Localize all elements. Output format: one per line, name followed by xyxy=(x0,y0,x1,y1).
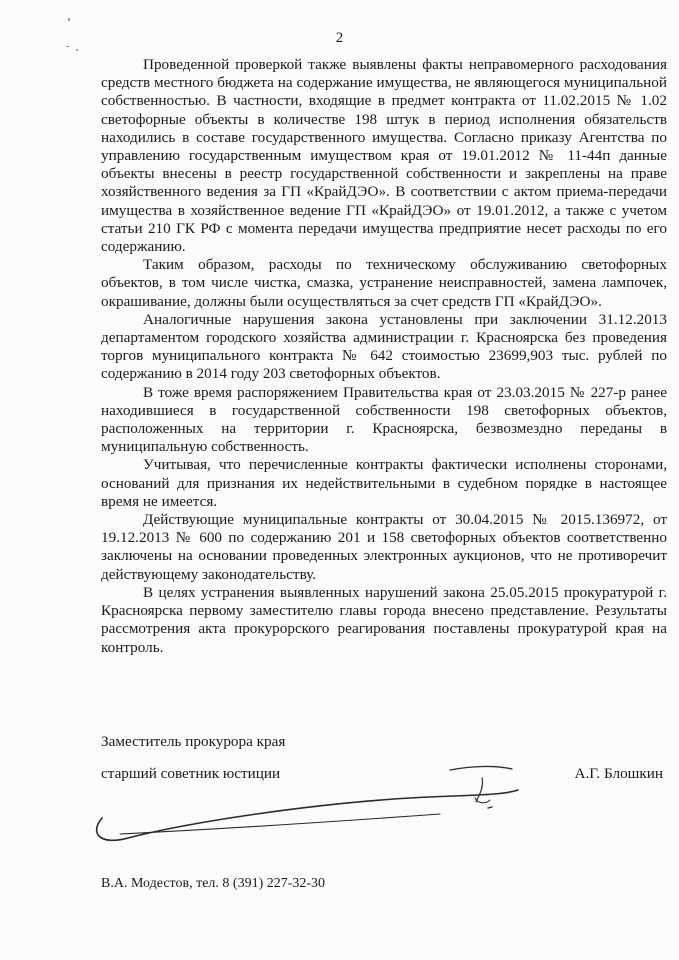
signer-position: Заместитель прокурора края xyxy=(101,733,286,750)
paragraph-1: Проведенной проверкой также выявлены факты неправомерного расходования средств местного бюджета на содержание имущества, не являющегося муниципальной собственностью. В частности, входящие в предмет контракта от 11.02.2015 № 1.02 светофорные объекты в количестве 198 штук в период исполнения обязательств находились в составе государственного имущества. Согласно приказу Агентства по управлению государственным имуществом края от 19.01.2012 № 11-44п данные объекты внесены в реестр государственной собственности и закреплены на праве хозяйственного ведения за ГП «КрайДЭО». В соответствии с актом приема-передачи имущества в хозяйственное ведение ГП «КрайДЭО» от 19.01.2012, а также с учетом статьи 210 ГК РФ с момента передачи имущества предприятие несет расходы по его содержанию. xyxy=(101,56,667,256)
signature-stroke-loop xyxy=(97,790,518,840)
paragraph-7: В целях устранения выявленных нарушений закона 25.05.2015 прокуратурой г. Красноярска первому заместителю главы города внесено представление. Результаты рассмотрения акта прокурорского реагирования поставлены прокуратурой края на контроль. xyxy=(101,583,667,656)
signer-rank: старший советник юстиции xyxy=(101,765,281,782)
signature-stroke-lower xyxy=(120,814,440,834)
letter-body xyxy=(101,56,667,657)
handwritten-signature xyxy=(80,760,530,850)
signature-stroke-upper xyxy=(450,766,512,770)
signature-stroke-hook xyxy=(476,778,483,802)
signer-name: А.Г. Блошкин xyxy=(574,765,663,782)
paragraph-4: В тоже время распоряжением Правительства края от 23.03.2015 № 227-р ранее находившиеся в государственной собственности 198 светофорных объектов, расположенных на территории г. Красноярска, безвозмездно переданы в муниципальную собственность. xyxy=(101,383,667,456)
page-number: 2 xyxy=(335,30,344,46)
scan-speck xyxy=(68,18,70,21)
paragraph-2: Таким образом, расходы по техническому обслуживанию светофорных объектов, в том числе чистка, смазка, устранение неисправностей, замена лампочек, окрашивание, должны были осуществляться за счет средств ГП «КрайДЭО». xyxy=(101,256,667,310)
paragraph-5: Учитывая, что перечисленные контракты фактически исполнены сторонами, оснований для признания их недействительными в судебном порядке в настоящее время не имеется. xyxy=(101,456,667,510)
paragraph-3: Аналогичные нарушения закона установлены при заключении 31.12.2013 департаментом городского хозяйства администрации г. Красноярска без проведения торгов муниципального контракта № 642 стоимостью 23699,903 тыс. рублей по содержанию в 2014 году 203 светофорных объектов. xyxy=(101,310,667,383)
contact-line: В.А. Модестов, тел. 8 (391) 227-32-30 xyxy=(101,876,326,891)
scan-speck xyxy=(66,46,69,47)
scan-speck xyxy=(76,49,78,51)
paragraph-6: Действующие муниципальные контракты от 30.04.2015 № 2015.136972, от 19.12.2013 № 600 по содержанию 201 и 158 светофорных объектов соответственно заключены на основании проведенных электронных аукционов, что не противоречит действующему законодательству. xyxy=(101,511,667,583)
signature-stroke-dash xyxy=(488,807,492,808)
